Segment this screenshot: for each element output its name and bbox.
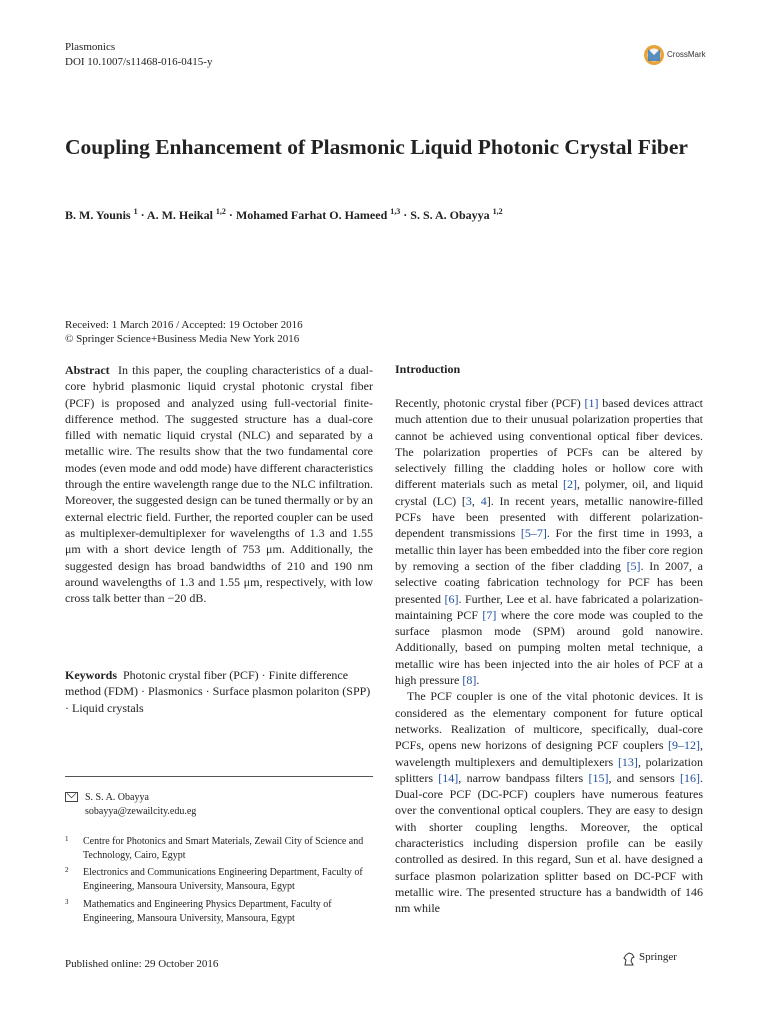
journal-header [65,40,212,70]
crossmark-label: CrossMark [667,50,706,59]
crossmark-badge[interactable] [643,43,715,69]
affiliation-text: Electronics and Communications Engineering Department, Faculty of Engineering, Mansoura University, Mansoura, Egypt [83,867,363,892]
citation-link[interactable]: [15] [588,770,609,785]
doi[interactable]: DOI 10.1007/s11468-016-0415-y [65,56,213,68]
journal-name: Plasmonics [65,41,116,53]
affiliation-number: 1 [65,835,69,843]
intro-paragraph-1: Recently, photonic crystal fiber (PCF) [1] based devices attract much attention due to their unusual polarization properties that cannot be achieved using conventional optical fiber devices. The polarization properties of PCFs can be altered by selectively filling the cladding holes or hollow core with different materials such as metal [2], polymer, oil, and liquid crystal (LC) [3, 4]. In recent years, metallic nanowire-filled PCFs have been presented with different polarization-dependent transmissions [5–7]. For the first time in 1993, a metallic thin layer has been embedded into the fiber core region by removing a section of the fiber cladding [5]. In 2007, a selective coating fabrication technology for PCF has been presented [6]. Further, Lee et al. have fabricated a polarization-maintaining PCF [7] where the core mode was coupled to the surface plasmon mode (SPM) around gold nanowire. Additionally, based on pumping molten metal technique, a metallic wire has been injected into the air holes of PCF at a high pressure [8]. [395,396,704,688]
corresponding-author: S. S. A. Obayya [85,792,149,803]
citation-link[interactable]: [1] [584,396,599,410]
citation-link[interactable]: [13] [617,754,638,769]
author-name: A. M. Heikal [146,208,213,222]
keywords [65,667,373,716]
keywords-label: Keywords [65,668,117,682]
citation-link[interactable]: [16] [680,770,700,785]
abstract-label: Abstract [65,363,110,377]
citation-link[interactable]: [9–12] [668,738,700,753]
published-online: Published online: 29 October 2016 [65,958,219,970]
citation-link[interactable]: [7] [482,607,497,622]
citation-link[interactable]: [5–7] [520,526,547,541]
citation-link[interactable]: 4 [480,493,487,508]
publisher-logo [622,950,712,970]
keywords-text: Photonic crystal fiber (PCF) · Finite difference method (FDM) · Plasmonics · Surface plasmon polariton (SPP) · Liquid crystals [65,668,371,715]
received-accepted: Received: 1 March 2016 / Accepted: 19 October 2016 [65,319,303,331]
introduction-body [395,395,703,917]
springer-horse-icon [622,952,636,966]
author-name: B. M. Younis [65,208,131,222]
abstract [65,362,373,606]
affiliation-number: 3 [65,898,69,906]
author-affiliation: 1,2 [492,207,503,216]
author-affiliation: 1,3 [390,207,401,216]
affiliation-text: Mathematics and Engineering Physics Department, Faculty of Engineering, Mansoura University, Mansoura, Egypt [83,899,332,924]
envelope-icon [65,792,78,802]
copyright: © Springer Science+Business Media New York 2016 [65,333,300,345]
author-affiliation: 1 [133,207,138,216]
article-dates [65,318,365,346]
section-heading: Introduction [395,362,461,376]
publisher-name: Springer [639,951,677,963]
footnote-divider [65,776,373,777]
abstract-text: In this paper, the coupling characteristics of a dual-core hybrid plasmonic liquid crystal photonic crystal fiber (PCF) is proposed and analyzed using full-vectorial finite-difference method. The suggested structure has a dual-core filled with nematic liquid crystal (NLC) and separated by a metallic wire. The results show that the two fundamental core modes (even mode and odd mode) have different characteristics through the entire wavelength range due to the NLC infiltration. Moreover, the suggested design can be tuned thermally or by an external electric field. Further, the reported coupler can be used as multiplexer-demultiplexer for wavelengths of 1.3 and 1.55 μm with a short device length of 753 μm. Additionally, the suggested design has broad bandwidths of 210 and 190 nm around wavelengths of 1.3 and 1.55 μm, respectively, with low cross talk better than −20 dB. [65,363,374,606]
crossmark-icon [643,43,665,67]
citation-link[interactable]: [8] [462,673,477,688]
citation-link[interactable]: [6] [444,591,459,606]
citation-link[interactable]: [14] [438,770,459,785]
author-name: Mohamed Farhat O. Hameed [235,208,388,222]
author-affiliation: 1,2 [215,207,226,216]
author-name: S. S. A. Obayya [410,208,490,222]
citation-link[interactable]: [5] [626,558,641,573]
corresponding-email[interactable]: sobayya@zewailcity.edu.eg [85,806,197,817]
citation-link[interactable]: 3 [465,493,472,508]
paper-title: Coupling Enhancement of Plasmonic Liquid Photonic Crystal Fiber [65,135,688,159]
intro-paragraph-2: The PCF coupler is one of the vital photonic devices. It is considered as the elementary component for future optical networks. Realization of multicore, specifically, dual-core PCFs, opens new horizons of designing PCF couplers [9–12], wavelength multiplexers and demultiplexers [13], polarization splitters [14], narrow bandpass filters [15], and sensors [16]. Dual-core PCF (DC-PCF) couplers have numerous features over the conventional optical couplers. They are easy to design with shorter coupling lengths. Moreover, the optical characteristics including dispersion profile can be easily controlled as desired. In this regard, Sun et al. have designed a surface plasmon polarization splitter based on DC-PCF with metallic wire. The presented structure has a bandwidth of 146 nm while [395,689,703,916]
affiliation-text: Centre for Photonics and Smart Materials, Zewail City of Science and Technology, Cairo, Egypt [83,836,364,861]
author-list: B. M. Younis $^1$ · A. M. Heikal $^{1,2}$ · Mohamed Farhat O. Hameed $^{1,3}$ · S. S. A. Obayya $^{1,2}$ [65,207,503,222]
affiliation-number: 2 [65,866,69,874]
citation-link[interactable]: [2] [563,477,578,492]
